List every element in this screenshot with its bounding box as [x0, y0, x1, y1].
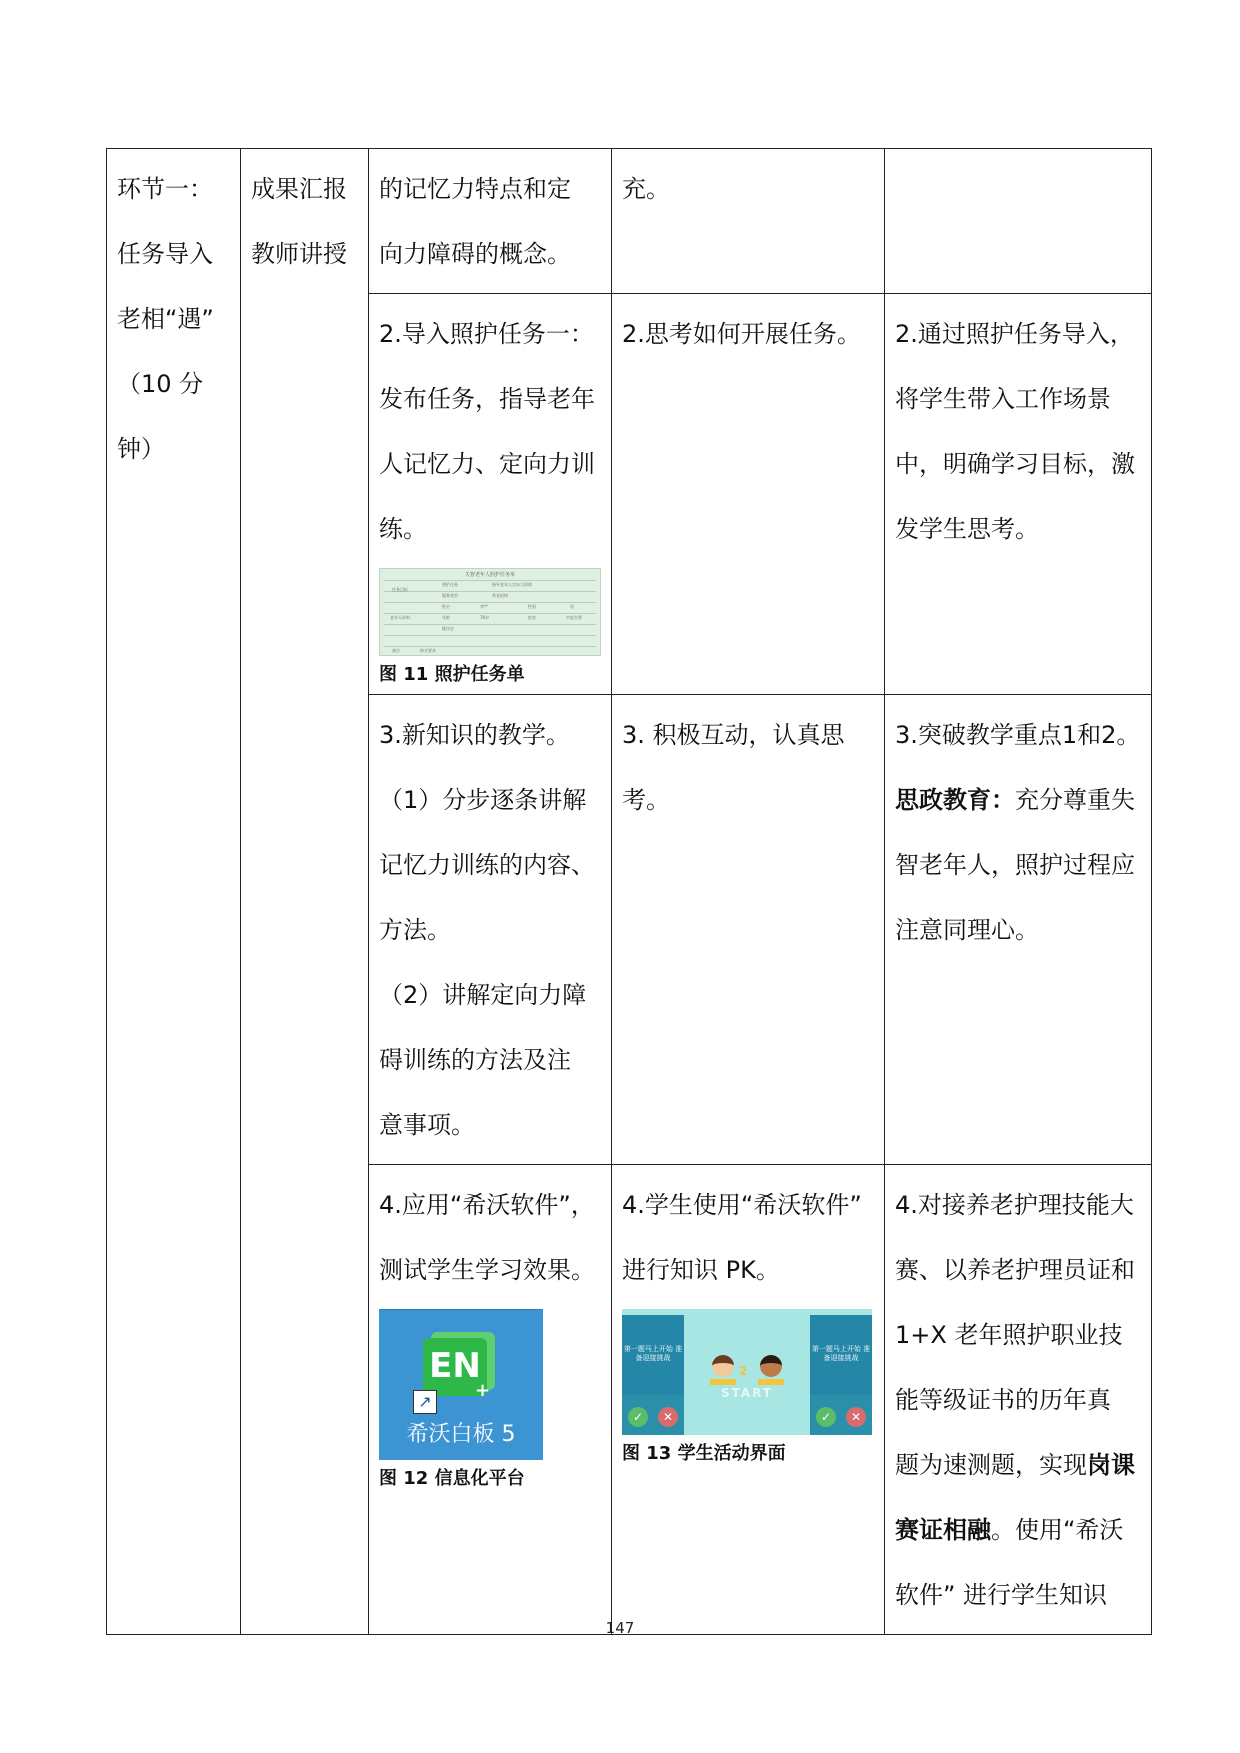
text-span: 。使用“希沃 [991, 1516, 1124, 1544]
task-sheet-cell: 男 [570, 604, 574, 609]
task-sheet-cell: 指导老年人定向力训练 [492, 582, 532, 587]
task-sheet-cell: 李** [480, 604, 488, 609]
text-line: 2.通过照护任务导入， [895, 320, 1134, 348]
student-activity-cell [612, 695, 885, 1165]
text-line: 的记忆力特点和定 [379, 175, 571, 203]
page-number: 147 [605, 1619, 635, 1637]
stage-line: （10 分 [117, 370, 204, 398]
text-line: 碍训练的方法及注 [379, 1046, 571, 1074]
text-line: 考。 [622, 786, 670, 814]
text-line: 向力障碍的概念。 [379, 240, 571, 268]
task-sheet-cell: 姓名 [442, 604, 450, 609]
text-line: 赛、以养老护理员证和 [895, 1256, 1135, 1284]
app-icon-image [379, 1309, 601, 1460]
teacher-activity-cell [369, 149, 612, 294]
text-line: 3.突破教学重点1和2。 [895, 721, 1141, 749]
text-line: 2.思考如何开展任务。 [622, 320, 861, 348]
task-sheet-cell: 备注 [392, 648, 400, 653]
text-line [895, 1498, 1141, 1563]
plus-icon: + [475, 1380, 491, 1401]
player-avatar [760, 1355, 782, 1377]
text-line: 4.应用“希沃软件”， [379, 1191, 595, 1219]
text-line: 智老年人，照护过程应 [895, 851, 1135, 879]
stage-cell [107, 149, 241, 1635]
figure-caption: 图 13 学生活动界面 [622, 1443, 786, 1464]
task-sheet-cell: 症状 [528, 615, 536, 620]
lesson-plan-table [106, 148, 1152, 1635]
text-line: 软件” 进行学生知识 [895, 1581, 1108, 1609]
task-sheet-cell: 养老机构 [492, 593, 508, 598]
method-line: 成果汇报 [251, 175, 347, 203]
text-line: 发学生思考。 [895, 515, 1039, 543]
text-line: 人记忆力、定向力训 [379, 450, 595, 478]
text-line: 4.对接养老护理技能大 [895, 1191, 1134, 1219]
task-sheet-cell: 服务类型 [442, 593, 458, 598]
task-sheet-cell: 年龄 [442, 615, 450, 620]
app-label: 希沃白板 5 [406, 1422, 516, 1447]
teacher-activity-cell [369, 1165, 612, 1635]
student-activity-cell [612, 149, 885, 294]
teacher-activity-cell [369, 695, 612, 1165]
text-line: 2.导入照护任务一： [379, 320, 594, 348]
game-panel-left: 第一题马上开始 准备迎接挑战 [622, 1315, 684, 1395]
cross-icon: ✕ [658, 1407, 678, 1427]
bold-span: 赛证相融 [895, 1516, 991, 1544]
text-line: 中，明确学习目标，激 [895, 450, 1135, 478]
game-panel-right: 第一题马上开始 准备迎接挑战 [810, 1315, 872, 1395]
stage-line: 环节一： [117, 175, 213, 203]
vs-badge: 2 [739, 1364, 748, 1378]
student-activity-cell [612, 1165, 885, 1635]
text-line: 发布任务，指导老年 [379, 385, 595, 413]
text-line [895, 768, 1141, 833]
task-sheet-title: 失智老年人照护任务单 [464, 572, 515, 578]
text-line [895, 1433, 1141, 1498]
en-logo: EN [423, 1338, 487, 1396]
text-line: 4.学生使用“希沃软件” [622, 1191, 862, 1219]
text-line: 练。 [379, 515, 427, 543]
task-sheet-cell: 76岁 [480, 615, 490, 620]
text-line: 记忆力训练的内容、 [379, 851, 595, 879]
text-line: 进行知识 PK。 [622, 1256, 780, 1284]
figure-caption: 图 12 信息化平台 [379, 1468, 525, 1489]
design-intent-cell [885, 149, 1152, 294]
method-line: 教师讲授 [251, 240, 347, 268]
task-sheet-cell: 格式要求 [420, 648, 436, 653]
text-line: 能等级证书的历年真 [895, 1386, 1111, 1414]
text-line: 意事项。 [379, 1111, 475, 1139]
design-intent-cell [885, 695, 1152, 1165]
task-sheet-cell: 性别 [528, 604, 536, 609]
stage-line: 老相“遇” [117, 305, 214, 333]
text-span: 题为速测题，实现 [895, 1451, 1087, 1479]
ideology-label: 思政教育： [895, 786, 1015, 814]
check-icon: ✓ [628, 1407, 648, 1427]
figure-caption: 图 11 照护任务单 [379, 664, 525, 685]
cross-icon: ✕ [846, 1407, 866, 1427]
design-intent-cell [885, 294, 1152, 695]
text-line: 充。 [622, 175, 670, 203]
bold-span: 岗课 [1087, 1451, 1135, 1479]
text-line: （2）讲解定向力障 [379, 981, 587, 1009]
player-avatar [712, 1355, 734, 1377]
task-sheet-image [379, 568, 601, 656]
text-line: （1）分步逐条讲解 [379, 786, 587, 814]
game-screenshot [622, 1309, 874, 1435]
design-intent-cell [885, 1165, 1152, 1635]
task-sheet-cell: 任务目标 [392, 587, 408, 592]
text-line: 测试学生学习效果。 [379, 1256, 595, 1284]
text-span: 充分尊重失 [1015, 786, 1135, 814]
stage-line: 任务导入 [117, 240, 213, 268]
task-sheet-cell: 既往史 [442, 626, 454, 631]
check-icon: ✓ [816, 1407, 836, 1427]
table-row [107, 149, 1152, 294]
stage-line: 钟） [117, 435, 165, 463]
text-line: 3. 积极互动，认真思 [622, 721, 845, 749]
student-activity-cell [612, 294, 885, 695]
text-line: 1+X 老年照护职业技 [895, 1321, 1123, 1349]
text-line: 3.新知识的教学。 [379, 721, 570, 749]
text-line: 注意同理心。 [895, 916, 1039, 944]
task-sheet-cell: 中度失智 [566, 615, 582, 620]
start-label: START [720, 1386, 774, 1400]
teacher-activity-cell [369, 294, 612, 695]
task-sheet-cell: 照护任务 [442, 582, 458, 587]
task-sheet-cell: 老年人资料 [390, 615, 410, 620]
text-line: 将学生带入工作场景 [895, 385, 1111, 413]
shortcut-arrow-icon: ↗ [413, 1390, 437, 1414]
text-line: 方法。 [379, 916, 451, 944]
method-cell [241, 149, 369, 1635]
